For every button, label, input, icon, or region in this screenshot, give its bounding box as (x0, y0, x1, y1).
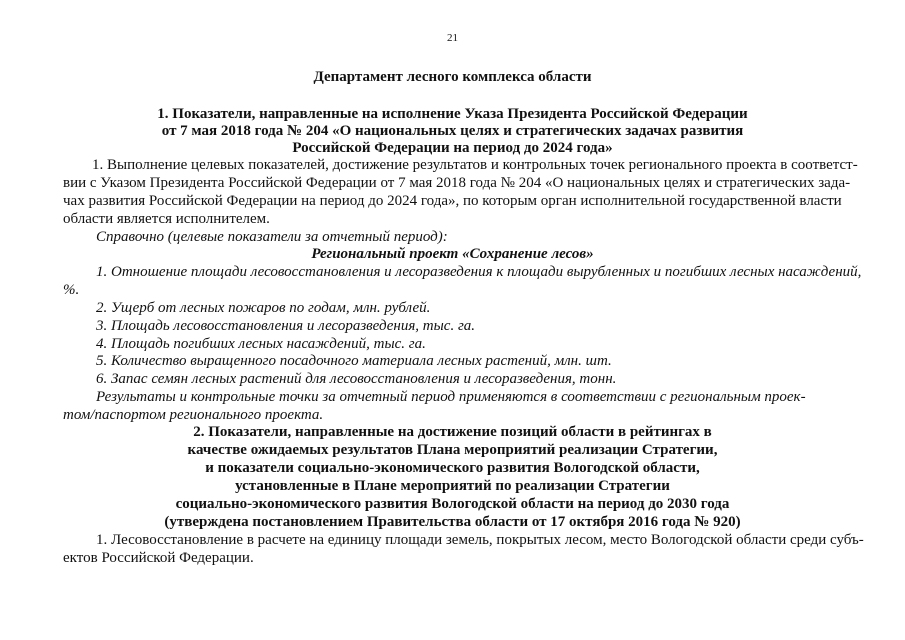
project-title: Региональный проект «Сохранение лесов» (311, 246, 594, 262)
section1-paragraph-line: области является исполнителем. (63, 211, 270, 227)
results-note-line: том/паспортом регионального проекта. (63, 407, 324, 423)
section2-heading-line: качестве ожидаемых результатов Плана мероприятий реализации Стратегии, (187, 442, 718, 458)
section2-heading-line: (утверждена постановлением Правительства области от 17 октября 2016 года № 920) (164, 514, 741, 530)
section1-paragraph-line: чах развития Российской Федерации на период до 2024 года», по которым орган исполнительной государственной власти (63, 193, 842, 209)
indicator-line: 4. Площадь погибших лесных насаждений, тыс. га. (96, 336, 426, 352)
page-number: 21 (447, 32, 458, 44)
section2-paragraph-line: 1. Лесовосстановление в расчете на единицу площади земель, покрытых лесом, место Вологодской области среди субъ- (96, 532, 864, 548)
section1-heading-line: Российской Федерации на период до 2024 года» (292, 140, 613, 156)
reference-note: Справочно (целевые показатели за отчетный период): (96, 229, 448, 245)
indicator-line: 6. Запас семян лесных растений для лесовосстановления и лесоразведения, тонн. (96, 371, 617, 387)
section1-paragraph-line: вии с Указом Президента Российской Федерации от 7 мая 2018 года № 204 «О национальных целях и стратегических зада- (63, 175, 851, 191)
indicator-line: 2. Ущерб от лесных пожаров по годам, млн. рублей. (96, 300, 431, 316)
indicator-line: %. (63, 282, 80, 298)
section2-heading-line: и показатели социально-экономического развития Вологодской области, (205, 460, 700, 476)
section2-heading-line: 2. Показатели, направленные на достижение позиций области в рейтингах в (193, 424, 712, 440)
indicator-line: 3. Площадь лесовосстановления и лесоразведения, тыс. га. (96, 318, 476, 334)
section1-heading-line: 1. Показатели, направленные на исполнение Указа Президента Российской Федерации (157, 106, 748, 122)
results-note-line: Результаты и контрольные точки за отчетный период применяются в соответствии с региональным проек- (96, 389, 806, 405)
section2-heading-line: социально-экономического развития Вологодской области на период до 2030 года (175, 496, 730, 512)
indicator-line: 1. Отношение площади лесовосстановления и лесоразведения к площади вырубленных и погибших лесных насаждений, (96, 264, 862, 280)
section1-heading-line: от 7 мая 2018 года № 204 «О национальных целях и стратегических задачах развития (161, 123, 744, 139)
department-title: Департамент лесного комплекса области (313, 69, 592, 85)
section2-heading-line: установленные в Плане мероприятий по реализации Стратегии (235, 478, 670, 494)
section1-paragraph-line: 1. Выполнение целевых показателей, достижение результатов и контрольных точек регионального проекта в соответст- (92, 157, 858, 173)
indicator-line: 5. Количество выращенного посадочного материала лесных растений, млн. шт. (96, 353, 612, 369)
section2-paragraph-line: ектов Российской Федерации. (63, 550, 254, 566)
